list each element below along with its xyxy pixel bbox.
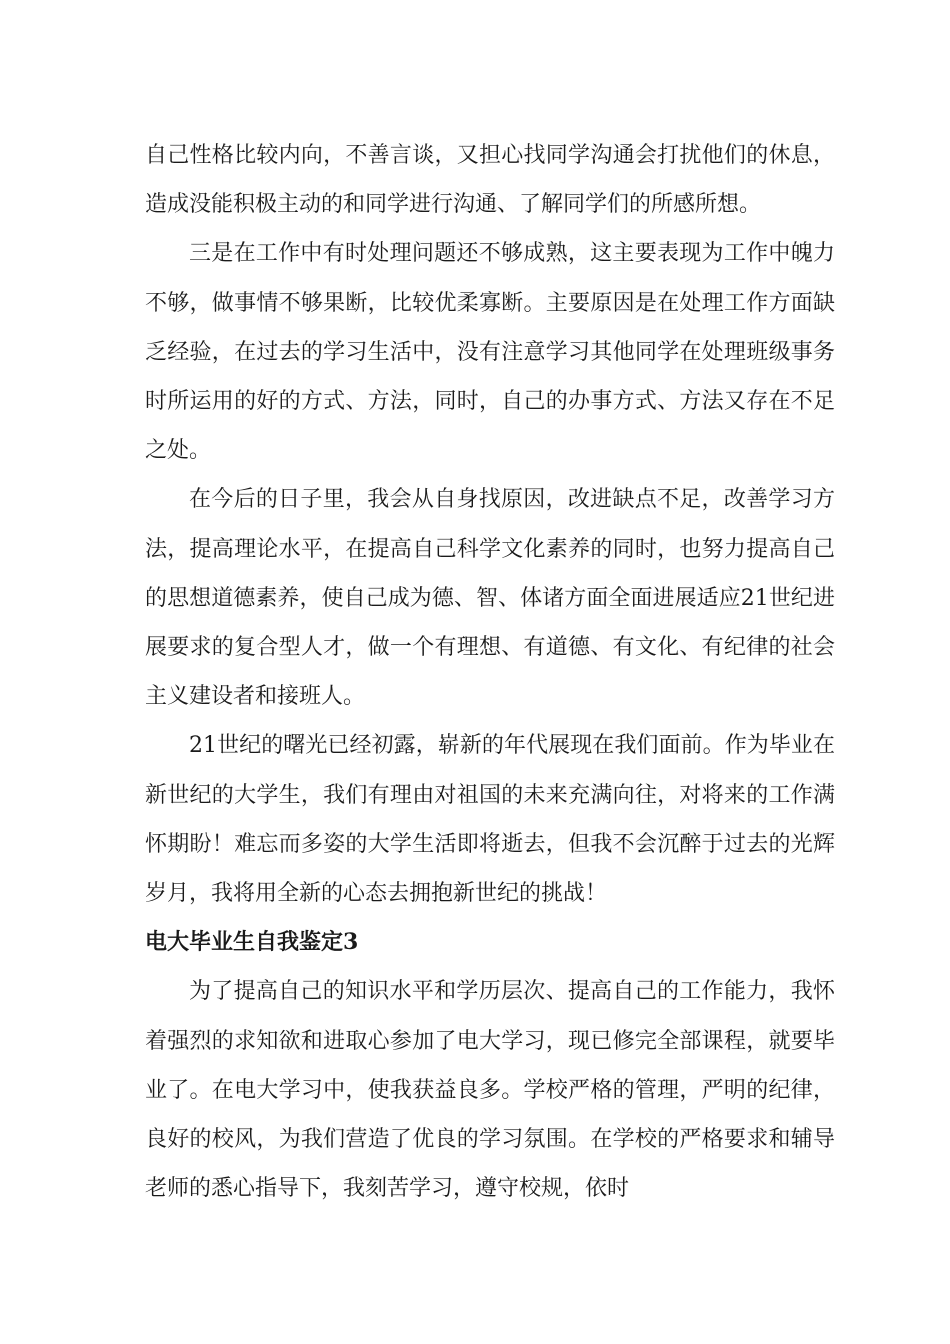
paragraph-continued: 自己性格比较内向，不善言谈，又担心找同学沟通会打扰他们的休息，造成没能积极主动的和同学进行沟通、了解同学们的所感所想。 [145, 143, 835, 218]
document-body [145, 131, 835, 1213]
paragraph-future-plans: 在今后的日子里，我会从自身找原因，改进缺点不足，改善学习方法，提高理论水平，在提高自己科学文化素养的同时，也努力提高自己的思想道德素养，使自己成为德、智、体诸方面全面进展适应21世纪进展要求的复合型人才，做一个有理想、有道德、有文化、有纪律的社会主义建设者和接班人。 [145, 487, 835, 710]
paragraph-new-century: 21世纪的曙光已经初露，崭新的年代展现在我们面前。作为毕业在新世纪的大学生，我们有理由对祖国的未来充满向往，对将来的工作满怀期盼！难忘而多姿的大学生活即将逝去，但我不会沉醉于过去的光辉岁月，我将用全新的心态去拥抱新世纪的挑战！ [145, 733, 835, 907]
paragraph-section-intro: 为了提高自己的知识水平和学历层次、提高自己的工作能力，我怀着强烈的求知欲和进取心参加了电大学习，现已修完全部课程，就要毕业了。在电大学习中，使我获益良多。学校严格的管理，严明的纪律，良好的校风，为我们营造了优良的学习氛围。在学校的严格要求和辅导老师的悉心指导下，我刻苦学习，遵守校规，依时 [145, 979, 835, 1202]
paragraph-work-issues: 三是在工作中有时处理问题还不够成熟，这主要表现为工作中魄力不够，做事情不够果断，比较优柔寡断。主要原因是在处理工作方面缺乏经验，在过去的学习生活中，没有注意学习其他同学在处理班级事务时所运用的好的方式、方法，同时，自己的办事方式、方法又存在不足之处。 [145, 241, 835, 464]
section-heading: 电大毕业生自我鉴定3 [145, 929, 359, 956]
